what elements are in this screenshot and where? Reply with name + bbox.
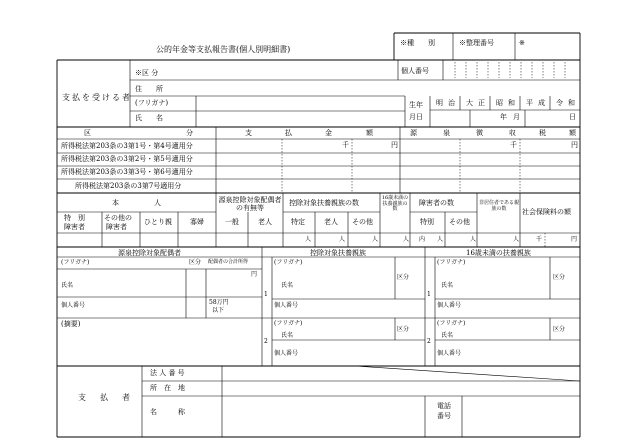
tokutei-label: 特定 <box>291 218 305 226</box>
under16-kojin-bango: 個人番号 <box>437 350 462 357</box>
under16-section-title: 16歳未満の扶養親族 <box>466 249 531 257</box>
gensen-spouse-header: 源泉控除対象配偶者の有無等 <box>218 196 282 213</box>
nin-unit: 人 <box>513 236 520 243</box>
under16-kubun: 区分 <box>553 274 566 281</box>
era-taisho-1: 大 <box>466 99 473 107</box>
rojin-label: 老人 <box>258 218 272 226</box>
dependent-furigana: (フリガナ) <box>274 259 303 266</box>
table-row-label: 所得税法第203条の3第3号・第6号適用分 <box>61 168 193 176</box>
birth-label-2: 月日 <box>409 113 423 121</box>
dependent-kojin-bango: 個人番号 <box>274 302 299 309</box>
location-label: 所 在 地 <box>150 384 185 392</box>
tax-header-5: 税 <box>539 129 546 137</box>
spouse-income-label: 配偶者の合計所得 <box>208 259 249 265</box>
month-label: 月 <box>513 113 520 121</box>
nin-unit: 人 <box>339 236 346 243</box>
tax-header-4: 収 <box>509 129 516 137</box>
era-taisho-2: 正 <box>478 99 485 107</box>
era-reiwa-2: 和 <box>568 99 575 107</box>
tax-header-6: 額 <box>569 129 576 137</box>
category-box-label: ※種 別 <box>400 39 435 47</box>
rojin2-label: 老人 <box>324 218 338 226</box>
tax-header-1: 源 <box>410 129 417 137</box>
nin-unit: 人 <box>437 236 444 243</box>
phone-label-1: 電話 <box>437 402 451 410</box>
nin-unit: 人 <box>470 236 477 243</box>
form-title: 公的年金等支払報告書(個人別明細書) <box>156 45 291 54</box>
dependents-section-title: 控除対象扶養親族 <box>310 249 366 257</box>
yen-unit: 円 <box>571 236 578 243</box>
year-label: 年 <box>500 113 507 121</box>
amount-header-2: 払 <box>285 129 292 137</box>
ippan-label: 一般 <box>225 218 239 226</box>
nin-unit: 人 <box>372 236 379 243</box>
dependent-num: 1 <box>264 291 268 298</box>
spouse-section-title: 源泉控除対象配偶者 <box>118 249 181 257</box>
payer-label: 支 払 者 <box>78 393 133 402</box>
kafu-label: 寡婦 <box>190 218 204 226</box>
spouse-kojin-bango: 個人番号 <box>61 302 86 309</box>
unit-yen: 円 <box>391 141 398 149</box>
sonota-shogai-label: その他の <box>104 214 132 222</box>
dependent-kubun: 区分 <box>397 326 410 333</box>
tekiyo-label: (摘要) <box>61 320 81 328</box>
under16-furigana: (フリガナ) <box>437 259 466 266</box>
under16-name-label: 氏名 <box>441 282 454 289</box>
spouse-kubun: 区分 <box>189 259 202 266</box>
honnin-header: 本 人 <box>112 199 161 207</box>
nin-unit: 人 <box>403 236 410 243</box>
kojo-fuyo-header: 控除対象扶養親族の数 <box>289 199 359 207</box>
serial-number-label: ※整理番号 <box>459 39 494 47</box>
table-row-label: 所得税法第203条の3第1号・第4号適用分 <box>61 142 193 150</box>
birth-label-1: 生年 <box>409 101 423 109</box>
recipient-label: 支払を受ける者 <box>62 93 132 102</box>
spouse-limit-1: 58万円 <box>209 299 229 306</box>
sonota-s-label: その他 <box>449 218 470 226</box>
address-label: 住 所 <box>135 85 163 93</box>
day-label: 日 <box>569 113 576 121</box>
kubun-header-2: 分 <box>186 129 193 137</box>
uchi-unit: 内 <box>419 236 426 243</box>
hikyojusha-header: 非居住者である親族の数 <box>479 200 520 212</box>
era-showa-2: 和 <box>508 99 515 107</box>
table-row-label: 所得税法第203条の3第2号・第5号適用分 <box>61 155 193 163</box>
spouse-furigana: (フリガナ) <box>61 259 90 266</box>
era-reiwa-1: 令 <box>556 99 563 107</box>
era-meiji-1: 明 <box>436 99 443 107</box>
amount-header-3: 金 <box>325 129 332 137</box>
amount-header-1: 支 <box>245 129 252 137</box>
spouse-limit-2: 以下 <box>212 307 225 314</box>
tokubetsu-label-2: 障害者 <box>64 223 85 231</box>
dependent-furigana: (フリガナ) <box>274 320 303 327</box>
name-label: 氏 名 <box>135 114 163 122</box>
era-heisei-2: 成 <box>538 99 545 107</box>
dependent-kojin-bango: 個人番号 <box>274 350 299 357</box>
tokubetsu-s-label: 特別 <box>420 218 434 226</box>
under16-kojin-bango: 個人番号 <box>437 302 462 309</box>
dependent-num: 2 <box>264 338 268 345</box>
dependent-name-label: 氏名 <box>281 282 294 289</box>
hitorioya-label: ひとり親 <box>144 218 172 226</box>
era-heisei-1: 平 <box>526 99 533 107</box>
spouse-yen: 円 <box>251 271 258 278</box>
spouse-name-label: 氏名 <box>61 282 74 289</box>
payer-name-label: 名 称 <box>150 408 185 416</box>
tax-header-3: 徴 <box>476 129 483 137</box>
star-marker: ※ <box>519 39 525 47</box>
shogaisha-header: 障害者の数 <box>419 199 454 207</box>
unit-sen: 千 <box>510 141 517 149</box>
sen-unit: 千 <box>536 236 543 243</box>
unit-yen: 円 <box>571 141 578 149</box>
table-row-label: 所得税法第203条の3第7号適用分 <box>75 182 182 190</box>
kubun-label: ※区 分 <box>135 69 159 77</box>
under16-num: 2 <box>427 338 431 345</box>
kojin-bango-label: 個人番号 <box>401 67 429 75</box>
under16-kubun: 区分 <box>553 326 566 333</box>
kubun-header-1: 区 <box>84 129 91 137</box>
tax-header-2: 泉 <box>443 129 450 137</box>
nin-unit: 人 <box>305 236 312 243</box>
sonota-label: その他 <box>352 218 373 226</box>
under16-name-label: 氏名 <box>441 332 454 339</box>
shakai-hoken-header: 社会保険料の額 <box>522 208 571 216</box>
amount-header-4: 額 <box>366 129 373 137</box>
under16-header: 16歳未満の扶養親族の数 <box>381 195 409 212</box>
tokubetsu-label: 特 別 <box>64 214 85 222</box>
corp-number-label: 法 人 番 号 <box>150 369 185 377</box>
era-showa-1: 昭 <box>496 99 503 107</box>
dependent-name-label: 氏名 <box>281 332 294 339</box>
under16-furigana: (フリガナ) <box>437 320 466 327</box>
phone-label-2: 番号 <box>437 412 451 420</box>
unit-sen: 千 <box>342 141 349 149</box>
under16-num: 1 <box>427 291 431 298</box>
furigana-label: (フリガナ) <box>135 99 169 107</box>
sonota-shogai-label-2: 障害者 <box>106 223 127 231</box>
era-meiji-2: 治 <box>448 99 455 107</box>
dependent-kubun: 区分 <box>397 274 410 281</box>
